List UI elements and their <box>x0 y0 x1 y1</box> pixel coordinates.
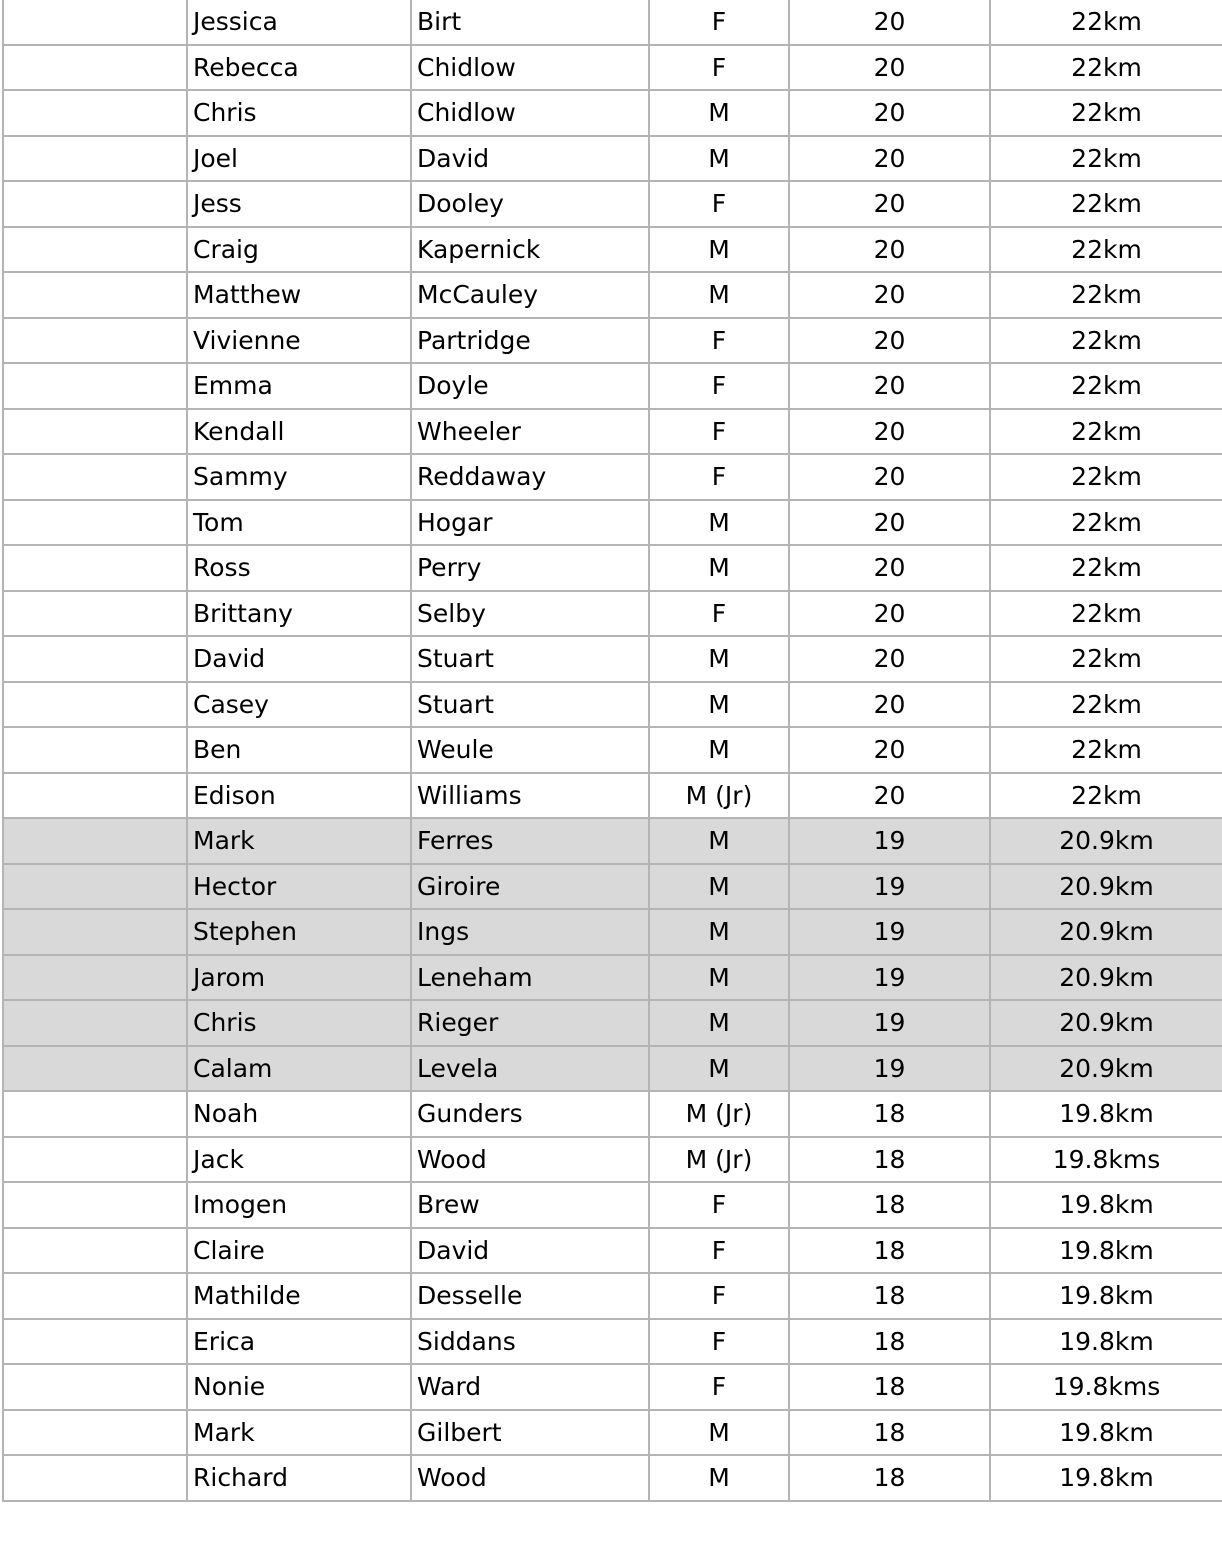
gender-cell: F <box>649 591 789 637</box>
distance-cell: 19.8km <box>990 1410 1222 1456</box>
distance-cell: 22km <box>990 45 1222 91</box>
hours-cell: 19 <box>789 1000 990 1046</box>
hours-cell: 19 <box>789 955 990 1001</box>
last-name-cell: Chidlow <box>411 45 649 91</box>
distance-cell: 19.8km <box>990 1319 1222 1365</box>
hours-cell: 19 <box>789 818 990 864</box>
distance-cell: 19.8km <box>990 1273 1222 1319</box>
row-blank-cell <box>3 682 187 728</box>
table-row <box>3 0 1222 45</box>
table-row <box>3 864 1222 910</box>
hours-cell: 20 <box>789 90 990 136</box>
first-name-cell: Matthew <box>187 272 411 318</box>
last-name-cell: Ward <box>411 1364 649 1410</box>
last-name-cell: David <box>411 136 649 182</box>
last-name-cell: Perry <box>411 545 649 591</box>
last-name-cell: Dooley <box>411 181 649 227</box>
last-name-cell: David <box>411 1228 649 1274</box>
table-row <box>3 818 1222 864</box>
row-blank-cell <box>3 136 187 182</box>
table-row <box>3 909 1222 955</box>
row-blank-cell <box>3 363 187 409</box>
last-name-cell: Birt <box>411 0 649 45</box>
row-blank-cell <box>3 45 187 91</box>
participants-table <box>2 0 1222 1502</box>
row-blank-cell <box>3 591 187 637</box>
first-name-cell: Kendall <box>187 409 411 455</box>
table-row <box>3 45 1222 91</box>
first-name-cell: Chris <box>187 90 411 136</box>
hours-cell: 20 <box>789 773 990 819</box>
first-name-cell: Nonie <box>187 1364 411 1410</box>
first-name-cell: Chris <box>187 1000 411 1046</box>
table-row <box>3 1182 1222 1228</box>
last-name-cell: Ferres <box>411 818 649 864</box>
distance-cell: 22km <box>990 591 1222 637</box>
table-row <box>3 1228 1222 1274</box>
hours-cell: 18 <box>789 1455 990 1501</box>
gender-cell: F <box>649 1273 789 1319</box>
first-name-cell: Edison <box>187 773 411 819</box>
gender-cell: F <box>649 318 789 364</box>
distance-cell: 22km <box>990 181 1222 227</box>
hours-cell: 18 <box>789 1410 990 1456</box>
gender-cell: F <box>649 1228 789 1274</box>
row-blank-cell <box>3 1319 187 1365</box>
row-blank-cell <box>3 1137 187 1183</box>
last-name-cell: Gunders <box>411 1091 649 1137</box>
first-name-cell: Ben <box>187 727 411 773</box>
last-name-cell: Desselle <box>411 1273 649 1319</box>
hours-cell: 20 <box>789 272 990 318</box>
hours-cell: 18 <box>789 1273 990 1319</box>
last-name-cell: Doyle <box>411 363 649 409</box>
row-blank-cell <box>3 1046 187 1092</box>
gender-cell: M <box>649 636 789 682</box>
last-name-cell: Gilbert <box>411 1410 649 1456</box>
distance-cell: 22km <box>990 454 1222 500</box>
first-name-cell: Jack <box>187 1137 411 1183</box>
hours-cell: 20 <box>789 454 990 500</box>
gender-cell: F <box>649 454 789 500</box>
last-name-cell: Partridge <box>411 318 649 364</box>
hours-cell: 20 <box>789 409 990 455</box>
first-name-cell: Noah <box>187 1091 411 1137</box>
gender-cell: F <box>649 45 789 91</box>
first-name-cell: Rebecca <box>187 45 411 91</box>
table-row <box>3 773 1222 819</box>
gender-cell: M <box>649 500 789 546</box>
gender-cell: M <box>649 1410 789 1456</box>
gender-cell: M <box>649 227 789 273</box>
first-name-cell: Emma <box>187 363 411 409</box>
distance-cell: 20.9km <box>990 818 1222 864</box>
distance-cell: 19.8km <box>990 1228 1222 1274</box>
distance-cell: 22km <box>990 227 1222 273</box>
first-name-cell: Richard <box>187 1455 411 1501</box>
first-name-cell: Stephen <box>187 909 411 955</box>
table-row <box>3 1137 1222 1183</box>
distance-cell: 22km <box>990 727 1222 773</box>
row-blank-cell <box>3 0 187 45</box>
row-blank-cell <box>3 727 187 773</box>
first-name-cell: Brittany <box>187 591 411 637</box>
row-blank-cell <box>3 1455 187 1501</box>
hours-cell: 20 <box>789 318 990 364</box>
hours-cell: 18 <box>789 1182 990 1228</box>
distance-cell: 22km <box>990 636 1222 682</box>
distance-cell: 22km <box>990 318 1222 364</box>
hours-cell: 20 <box>789 636 990 682</box>
last-name-cell: Wheeler <box>411 409 649 455</box>
hours-cell: 20 <box>789 0 990 45</box>
first-name-cell: Jarom <box>187 955 411 1001</box>
last-name-cell: Weule <box>411 727 649 773</box>
gender-cell: M (Jr) <box>649 1091 789 1137</box>
distance-cell: 19.8km <box>990 1182 1222 1228</box>
last-name-cell: Wood <box>411 1137 649 1183</box>
row-blank-cell <box>3 636 187 682</box>
table-row <box>3 955 1222 1001</box>
table-row <box>3 1091 1222 1137</box>
distance-cell: 22km <box>990 90 1222 136</box>
hours-cell: 18 <box>789 1091 990 1137</box>
row-blank-cell <box>3 955 187 1001</box>
hours-cell: 20 <box>789 545 990 591</box>
hours-cell: 20 <box>789 181 990 227</box>
table-row <box>3 318 1222 364</box>
first-name-cell: Sammy <box>187 454 411 500</box>
row-blank-cell <box>3 909 187 955</box>
gender-cell: F <box>649 363 789 409</box>
row-blank-cell <box>3 1364 187 1410</box>
table-row <box>3 1319 1222 1365</box>
row-blank-cell <box>3 272 187 318</box>
hours-cell: 20 <box>789 727 990 773</box>
table-row <box>3 136 1222 182</box>
row-blank-cell <box>3 500 187 546</box>
gender-cell: M <box>649 727 789 773</box>
table-row <box>3 1273 1222 1319</box>
distance-cell: 22km <box>990 363 1222 409</box>
row-blank-cell <box>3 545 187 591</box>
last-name-cell: McCauley <box>411 272 649 318</box>
first-name-cell: Imogen <box>187 1182 411 1228</box>
first-name-cell: Vivienne <box>187 318 411 364</box>
gender-cell: M <box>649 909 789 955</box>
first-name-cell: Calam <box>187 1046 411 1092</box>
table-body <box>3 0 1222 1501</box>
first-name-cell: Craig <box>187 227 411 273</box>
distance-cell: 19.8km <box>990 1455 1222 1501</box>
first-name-cell: Mark <box>187 818 411 864</box>
row-blank-cell <box>3 1410 187 1456</box>
gender-cell: F <box>649 409 789 455</box>
row-blank-cell <box>3 1273 187 1319</box>
hours-cell: 20 <box>789 591 990 637</box>
distance-cell: 22km <box>990 500 1222 546</box>
distance-cell: 22km <box>990 136 1222 182</box>
row-blank-cell <box>3 181 187 227</box>
row-blank-cell <box>3 1182 187 1228</box>
first-name-cell: Hector <box>187 864 411 910</box>
hours-cell: 20 <box>789 682 990 728</box>
distance-cell: 20.9km <box>990 1046 1222 1092</box>
gender-cell: M <box>649 136 789 182</box>
table-row <box>3 1410 1222 1456</box>
row-blank-cell <box>3 454 187 500</box>
table-row <box>3 682 1222 728</box>
table-row <box>3 272 1222 318</box>
table-row <box>3 727 1222 773</box>
gender-cell: M (Jr) <box>649 1137 789 1183</box>
distance-cell: 22km <box>990 545 1222 591</box>
gender-cell: M <box>649 955 789 1001</box>
row-blank-cell <box>3 818 187 864</box>
last-name-cell: Giroire <box>411 864 649 910</box>
last-name-cell: Reddaway <box>411 454 649 500</box>
hours-cell: 20 <box>789 500 990 546</box>
distance-cell: 20.9km <box>990 864 1222 910</box>
last-name-cell: Brew <box>411 1182 649 1228</box>
row-blank-cell <box>3 1228 187 1274</box>
last-name-cell: Hogar <box>411 500 649 546</box>
hours-cell: 18 <box>789 1137 990 1183</box>
last-name-cell: Ings <box>411 909 649 955</box>
first-name-cell: Mathilde <box>187 1273 411 1319</box>
gender-cell: M <box>649 545 789 591</box>
row-blank-cell <box>3 409 187 455</box>
table-row <box>3 591 1222 637</box>
last-name-cell: Rieger <box>411 1000 649 1046</box>
first-name-cell: Ross <box>187 545 411 591</box>
hours-cell: 19 <box>789 1046 990 1092</box>
row-blank-cell <box>3 1000 187 1046</box>
distance-cell: 22km <box>990 409 1222 455</box>
gender-cell: M <box>649 682 789 728</box>
gender-cell: M <box>649 272 789 318</box>
distance-cell: 22km <box>990 682 1222 728</box>
table-row <box>3 1000 1222 1046</box>
hours-cell: 18 <box>789 1228 990 1274</box>
distance-cell: 20.9km <box>990 955 1222 1001</box>
distance-cell: 19.8km <box>990 1091 1222 1137</box>
distance-cell: 20.9km <box>990 909 1222 955</box>
hours-cell: 19 <box>789 864 990 910</box>
first-name-cell: Erica <box>187 1319 411 1365</box>
distance-cell: 22km <box>990 272 1222 318</box>
last-name-cell: Stuart <box>411 636 649 682</box>
table-row <box>3 363 1222 409</box>
distance-cell: 19.8kms <box>990 1364 1222 1410</box>
row-blank-cell <box>3 227 187 273</box>
hours-cell: 20 <box>789 363 990 409</box>
gender-cell: M <box>649 1455 789 1501</box>
gender-cell: M <box>649 864 789 910</box>
last-name-cell: Chidlow <box>411 90 649 136</box>
hours-cell: 20 <box>789 227 990 273</box>
gender-cell: F <box>649 0 789 45</box>
table-row <box>3 90 1222 136</box>
hours-cell: 19 <box>789 909 990 955</box>
first-name-cell: Mark <box>187 1410 411 1456</box>
hours-cell: 20 <box>789 45 990 91</box>
table-row <box>3 227 1222 273</box>
last-name-cell: Leneham <box>411 955 649 1001</box>
gender-cell: F <box>649 1364 789 1410</box>
gender-cell: M <box>649 1000 789 1046</box>
distance-cell: 22km <box>990 773 1222 819</box>
table-row <box>3 1455 1222 1501</box>
gender-cell: F <box>649 181 789 227</box>
first-name-cell: Casey <box>187 682 411 728</box>
first-name-cell: Jess <box>187 181 411 227</box>
row-blank-cell <box>3 773 187 819</box>
first-name-cell: Tom <box>187 500 411 546</box>
row-blank-cell <box>3 318 187 364</box>
hours-cell: 18 <box>789 1364 990 1410</box>
row-blank-cell <box>3 90 187 136</box>
gender-cell: M <box>649 1046 789 1092</box>
first-name-cell: David <box>187 636 411 682</box>
distance-cell: 22km <box>990 0 1222 45</box>
last-name-cell: Siddans <box>411 1319 649 1365</box>
row-blank-cell <box>3 864 187 910</box>
table-row <box>3 636 1222 682</box>
gender-cell: M <box>649 90 789 136</box>
distance-cell: 20.9km <box>990 1000 1222 1046</box>
table-row <box>3 545 1222 591</box>
gender-cell: M (Jr) <box>649 773 789 819</box>
gender-cell: M <box>649 818 789 864</box>
first-name-cell: Jessica <box>187 0 411 45</box>
first-name-cell: Claire <box>187 1228 411 1274</box>
last-name-cell: Selby <box>411 591 649 637</box>
table-row <box>3 1046 1222 1092</box>
gender-cell: F <box>649 1182 789 1228</box>
table-row <box>3 409 1222 455</box>
table-row <box>3 1364 1222 1410</box>
first-name-cell: Joel <box>187 136 411 182</box>
gender-cell: F <box>649 1319 789 1365</box>
last-name-cell: Wood <box>411 1455 649 1501</box>
last-name-cell: Williams <box>411 773 649 819</box>
row-blank-cell <box>3 1091 187 1137</box>
distance-cell: 19.8kms <box>990 1137 1222 1183</box>
last-name-cell: Kapernick <box>411 227 649 273</box>
table-row <box>3 181 1222 227</box>
table-row <box>3 454 1222 500</box>
hours-cell: 18 <box>789 1319 990 1365</box>
last-name-cell: Levela <box>411 1046 649 1092</box>
hours-cell: 20 <box>789 136 990 182</box>
last-name-cell: Stuart <box>411 682 649 728</box>
table-row <box>3 500 1222 546</box>
